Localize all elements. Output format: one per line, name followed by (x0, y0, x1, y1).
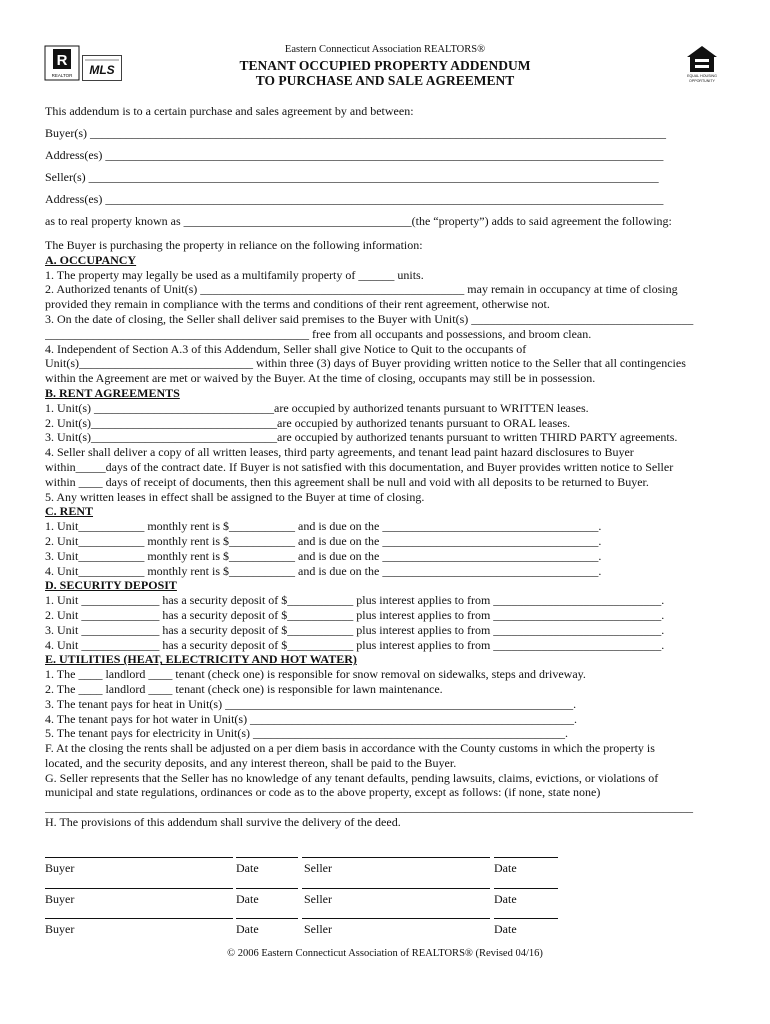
seller-date-line[interactable] (494, 857, 558, 858)
section-f-line: located, and the security deposits, and any interest thereon, shall be paid to the Buyer. (45, 755, 457, 770)
seller-signature-line[interactable] (302, 918, 490, 919)
buyer-signature-line[interactable] (45, 918, 233, 919)
rent-agreement-line: 5. Any written leases in effect shall be assigned to the Buyer at time of closing. (45, 489, 425, 504)
rent-agreement-line[interactable]: within ____ days of receipt of documents, then this agreement shall be null and void with all deposits to be returned to Buyer. (45, 474, 649, 489)
occupancy-line: 4. Independent of Section A.3 of this Addendum, Seller shall give Notice to Quit to the occupants of (45, 341, 527, 356)
occupancy-line[interactable]: 2. Authorized tenants of Unit(s) ____________________________________________ may remain in occupancy at time of closing (45, 282, 678, 297)
section-f-line: F. At the closing the rents shall be adjusted on a per diem basis in accordance with the County customs in which the property is (45, 741, 655, 756)
seller-date-label: Date (494, 922, 517, 936)
section-rent-agreements (45, 401, 735, 505)
rent-agreement-line[interactable]: within_____days of the contract date. If Buyer is not satisfied with this documentation, and Buyer provides written notice to Seller (45, 459, 674, 474)
seller-date-label: Date (494, 892, 517, 906)
buyer-label: Buyer (45, 922, 75, 936)
section-utilities (45, 667, 735, 741)
buyer-label: Buyer (45, 861, 75, 875)
rent-agreement-line[interactable]: 2. Unit(s)_______________________________are occupied by authorized tenants pursuant to ORAL leases. (45, 415, 571, 430)
section-h-line: H. The provisions of this addendum shall survive the delivery of the deed. (45, 815, 401, 830)
buyer-signature-line[interactable] (45, 888, 233, 889)
svg-text:R: R (56, 52, 68, 69)
rent-line[interactable]: 1. Unit___________ monthly rent is $___________ and is due on the ____________________________________. (45, 519, 602, 534)
addendum-body (45, 100, 735, 830)
occupancy-line[interactable]: Unit(s)_____________________________ within three (3) days of Buyer providing written notice to the Seller that all contingencies (45, 356, 686, 371)
reliance-line: The Buyer is purchasing the property in reliance on the following information: (45, 238, 423, 252)
seller-label: Seller (304, 892, 332, 906)
rent-agreement-line: 4. Seller shall deliver a copy of all written leases, third party agreements, and tenant lead paint hazard disclosures to Buyer (45, 445, 634, 460)
utilities-line[interactable]: 1. The ____ landlord ____ tenant (check one) is responsible for snow removal on sidewalks, steps and driveway. (45, 667, 586, 682)
association-name: Eastern Connecticut Association REALTORS® (284, 44, 486, 55)
page-title (0, 58, 770, 88)
rent-agreement-line[interactable]: 1. Unit(s) ______________________________are occupied by authorized tenants pursuant to WRITTEN leases. (45, 400, 589, 415)
svg-text:REALTOR: REALTOR (51, 73, 73, 78)
copyright-footer: © 2006 Eastern Connecticut Association of REALTORS® (Revised 04/16) (227, 948, 543, 959)
svg-text:MLS: MLS (89, 63, 115, 77)
seller-signature-line[interactable] (302, 857, 490, 858)
buyer-signature-line[interactable] (45, 857, 233, 858)
intro-line: This addendum is to a certain purchase and sales agreement by and between: (45, 104, 414, 118)
section-g-line: municipal and state regulations, ordinances or code as to the above property, except as follows: (if none, state none) (45, 785, 601, 800)
section-heading-utilities: E. UTILITIES (HEAT, ELECTRICITY AND HOT WATER) (45, 652, 357, 667)
occupancy-line: provided they remain in compliance with the terms and conditions of their rent agreement, otherwise not. (45, 297, 550, 312)
section-g (45, 771, 735, 815)
seller-address-field[interactable]: Address(es) _____________________________________________________________________________________________ (45, 192, 664, 206)
rent-agreement-line[interactable]: 3. Unit(s)_______________________________are occupied by authorized tenants pursuant to written THIRD PARTY agreements. (45, 430, 678, 445)
seller-label: Seller (304, 861, 332, 875)
buyer-date-line[interactable] (236, 857, 298, 858)
occupancy-line[interactable]: 1. The property may legally be used as a multifamily property of ______ units. (45, 267, 424, 282)
title-line-1: TENANT OCCUPIED PROPERTY ADDENDUM (239, 58, 531, 73)
deposit-line[interactable]: 3. Unit _____________ has a security deposit of $___________ plus interest applies to from ____________________________. (45, 622, 665, 637)
section-rent (45, 519, 735, 578)
deposit-line[interactable]: 2. Unit _____________ has a security deposit of $___________ plus interest applies to from ____________________________. (45, 607, 665, 622)
seller-signature-line[interactable] (302, 888, 490, 889)
utilities-line[interactable]: 4. The tenant pays for hot water in Unit(s) ______________________________________________________. (45, 711, 578, 726)
occupancy-line[interactable]: 3. On the date of closing, the Seller shall deliver said premises to the Buyer with Unit(s) _____________________________________ (45, 311, 694, 326)
section-heading-security-deposit: D. SECURITY DEPOSIT (45, 578, 177, 593)
property-field[interactable]: as to real property known as ______________________________________(the “property”) adds to said agreement the following: (45, 214, 672, 228)
seller-field[interactable]: Seller(s) _______________________________________________________________________________________________ (45, 170, 659, 184)
buyer-date-line[interactable] (236, 918, 298, 919)
seller-date-line[interactable] (494, 888, 558, 889)
rent-line[interactable]: 2. Unit___________ monthly rent is $___________ and is due on the ____________________________________. (45, 533, 602, 548)
deposit-line[interactable]: 4. Unit _____________ has a security deposit of $___________ plus interest applies to from ____________________________. (45, 637, 665, 652)
occupancy-line[interactable]: ____________________________________________ free from all occupants and possessions, and broom clean. (45, 326, 592, 341)
buyer-date-label: Date (236, 861, 259, 875)
utilities-line[interactable]: 3. The tenant pays for heat in Unit(s) __________________________________________________________. (45, 696, 577, 711)
title-line-2: TO PURCHASE AND SALE AGREEMENT (255, 73, 515, 88)
seller-date-label: Date (494, 861, 517, 875)
rent-line[interactable]: 3. Unit___________ monthly rent is $___________ and is due on the ____________________________________. (45, 548, 602, 563)
seller-label: Seller (304, 922, 332, 936)
buyer-date-label: Date (236, 892, 259, 906)
buyer-date-label: Date (236, 922, 259, 936)
utilities-line[interactable]: 2. The ____ landlord ____ tenant (check one) is responsible for lawn maintenance. (45, 681, 443, 696)
buyer-field[interactable]: Buyer(s) ________________________________________________________________________________________________ (45, 126, 666, 140)
svg-text:OPPORTUNITY: OPPORTUNITY (689, 79, 715, 83)
deposit-line[interactable]: 1. Unit _____________ has a security deposit of $___________ plus interest applies to from ____________________________. (45, 593, 665, 608)
section-occupancy (45, 268, 735, 386)
seller-date-line[interactable] (494, 918, 558, 919)
occupancy-line: within the Agreement are met or waived by the Buyer. At the time of closing, occupants may still be in possession. (45, 371, 596, 386)
section-heading-occupancy: A. OCCUPANCY (45, 252, 137, 267)
utilities-line[interactable]: 5. The tenant pays for electricity in Unit(s) ____________________________________________________. (45, 726, 569, 741)
section-g-line: G. Seller represents that the Seller has no knowledge of any tenant defaults, pending lawsuits, claims, evictions, or violations of (45, 770, 659, 785)
section-heading-rent-agreements: B. RENT AGREEMENTS (45, 385, 180, 400)
exceptions-field[interactable]: ____________________________________________________________________________________________________________ (45, 800, 693, 815)
section-f (45, 741, 735, 771)
buyer-label: Buyer (45, 892, 75, 906)
svg-text:EQUAL HOUSING: EQUAL HOUSING (687, 74, 717, 78)
buyer-address-field[interactable]: Address(es) _____________________________________________________________________________________________ (45, 148, 664, 162)
buyer-date-line[interactable] (236, 888, 298, 889)
section-heading-rent: C. RENT (45, 504, 94, 519)
section-security-deposit (45, 593, 735, 652)
rent-line[interactable]: 4. Unit___________ monthly rent is $___________ and is due on the ____________________________________. (45, 563, 602, 578)
